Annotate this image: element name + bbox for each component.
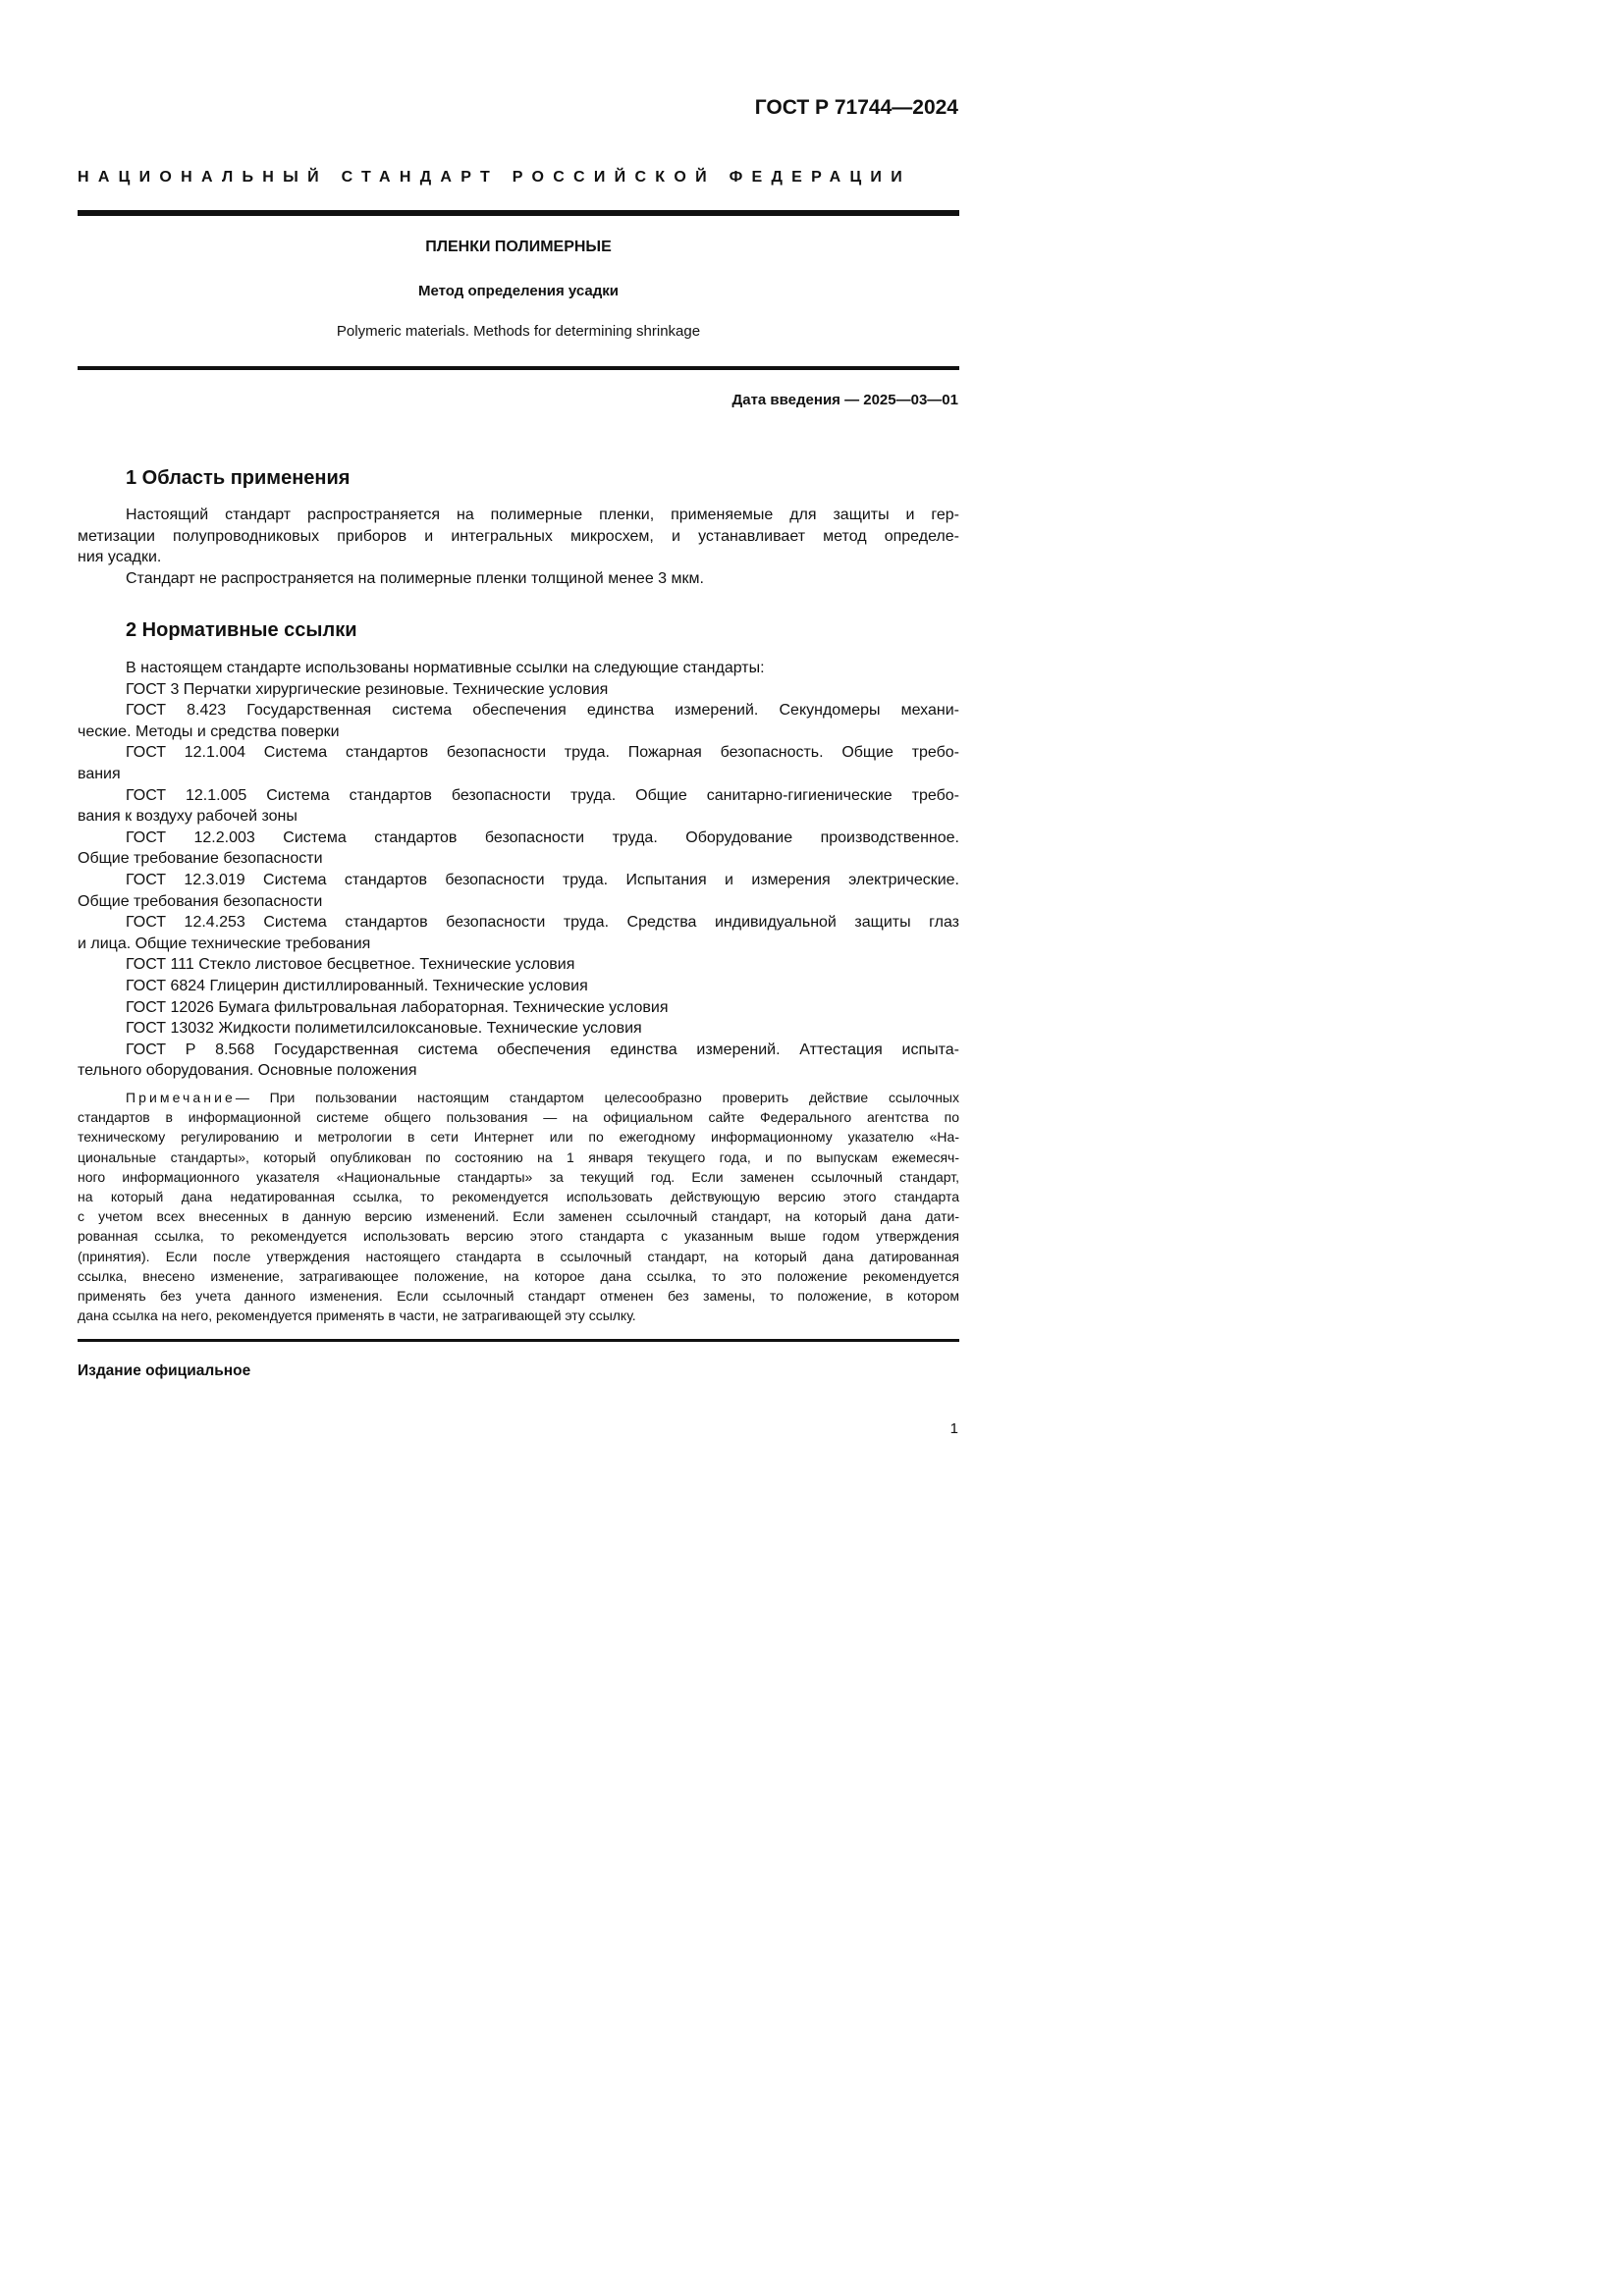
page-number: 1 (949, 1420, 958, 1437)
note-line: циональные стандарты», который опубликован по состоянию на 1 января текущего года, и по выпускам ежемесяч- (78, 1148, 959, 1165)
note-block (78, 1088, 959, 1325)
reference-line: ГОСТ 12.3.019 Система стандартов безопасности труда. Испытания и измерения электрические. (126, 871, 959, 888)
reference-line: ГОСТ 13032 Жидкости полиметилсилоксановые. Технические условия (126, 1020, 642, 1038)
note-label: Примечание (126, 1090, 236, 1105)
reference-line: В настоящем стандарте использованы нормативные ссылки на следующие стандарты: (126, 660, 765, 676)
reference-line: ГОСТ 111 Стекло листовое бесцветное. Технические условия (126, 956, 575, 974)
document-subtitle: Метод определения усадки (418, 283, 619, 299)
reference-line: ГОСТ 6824 Глицерин дистиллированный. Технические условия (126, 977, 588, 994)
section-1-heading: 1 Область применения (126, 467, 351, 489)
footer-divider (78, 1339, 959, 1342)
note-first-line (78, 1088, 959, 1107)
paragraph-line: метизации полупроводниковых приборов и интегральных микросхем, и устанавливает метод определе- (78, 527, 959, 545)
document-page (0, 0, 1083, 1531)
note-line: применять без учета данного изменения. Если ссылочный стандарт отменен без замены, то положение, в котором (78, 1287, 959, 1304)
note-line: (принятия). Если после утверждения настоящего стандарта в ссылочный стандарт, на который дана датированная (78, 1248, 959, 1264)
english-title: Polymeric materials. Methods for determining shrinkage (336, 323, 701, 340)
reference-line: Общие требования безопасности (78, 892, 323, 910)
introduction-date: Дата введения — 2025—03—01 (731, 392, 958, 408)
document-title: ПЛЕНКИ ПОЛИМЕРНЫЕ (425, 239, 612, 255)
reference-line: ГОСТ 12.4.253 Система стандартов безопасности труда. Средства индивидуальной защиты глаз (126, 914, 959, 932)
section-2-body (78, 658, 959, 1082)
note-line: на который дана недатированная ссылка, то рекомендуется использовать действующую версию этого стандарта (78, 1188, 959, 1204)
national-standard-banner: НАЦИОНАЛЬНЫЙ СТАНДАРТ РОССИЙСКОЙ ФЕДЕРАЦИИ (78, 169, 911, 186)
note-line: стандартов в информационной системе общего пользования — на официальном сайте Федерального агентства по (78, 1109, 959, 1126)
reference-line: ГОСТ 12.2.003 Система стандартов безопасности труда. Оборудование производственное. (126, 828, 959, 846)
reference-line: вания (78, 765, 121, 782)
reference-line: ГОСТ 8.423 Государственная система обеспечения единства измерений. Секундомеры механи- (126, 702, 959, 720)
document-code: ГОСТ Р 71744—2024 (754, 96, 958, 119)
note-line: ного информационного указателя «Национальные стандарты» за текущий год. Если заменен ссылочный стандарт, (78, 1168, 959, 1185)
official-edition-label: Издание официальное (78, 1362, 251, 1379)
paragraph-line: Стандарт не распространяется на полимерные пленки толщиной менее 3 мкм. (126, 569, 704, 587)
paragraph-line: ния усадки. (78, 549, 162, 566)
reference-line: ческие. Методы и средства поверки (78, 722, 340, 740)
note-line: рованная ссылка, то рекомендуется использовать версию этого стандарта с указанным выше годом утверждения (78, 1228, 959, 1245)
note-first-line-text: — При пользовании настоящим стандартом целесообразно проверить действие ссылочных (235, 1090, 959, 1105)
reference-line: и лица. Общие технические требования (78, 934, 371, 952)
note-line: техническому регулированию и метрологии в сети Интернет или по ежегодному информационному указателю «На- (78, 1129, 959, 1146)
reference-line: Общие требование безопасности (78, 850, 323, 868)
note-line: дана ссылка на него, рекомендуется применять в части, не затрагивающей эту ссылку. (78, 1308, 636, 1324)
section-2-heading: 2 Нормативные ссылки (126, 619, 357, 641)
section-1-body (78, 505, 959, 589)
reference-line: ГОСТ 12.1.004 Система стандартов безопасности труда. Пожарная безопасность. Общие требо- (126, 744, 959, 762)
note-line: с учетом всех внесенных в данную версию изменений. Если заменен ссылочный стандарт, на который дана дати- (78, 1208, 959, 1225)
reference-line: вания к воздуху рабочей зоны (78, 808, 298, 826)
paragraph-line: Настоящий стандарт распространяется на полимерные пленки, применяемые для защиты и гер- (126, 507, 959, 523)
reference-line: ГОСТ 12.1.005 Система стандартов безопасности труда. Общие санитарно-гигиенические требо- (126, 786, 959, 804)
header-divider (78, 210, 959, 216)
reference-line: ГОСТ 12026 Бумага фильтровальная лабораторная. Технические условия (126, 998, 669, 1016)
reference-line: тельного оборудования. Основные положения (78, 1062, 417, 1080)
reference-line: ГОСТ Р 8.568 Государственная система обеспечения единства измерений. Аттестация испыта- (126, 1041, 959, 1058)
reference-line: ГОСТ 3 Перчатки хирургические резиновые. Технические условия (126, 680, 609, 698)
note-line: ссылка, внесено изменение, затрагивающее положение, на которое дана ссылка, то это положение рекомендуется (78, 1267, 959, 1284)
title-divider (78, 366, 959, 370)
